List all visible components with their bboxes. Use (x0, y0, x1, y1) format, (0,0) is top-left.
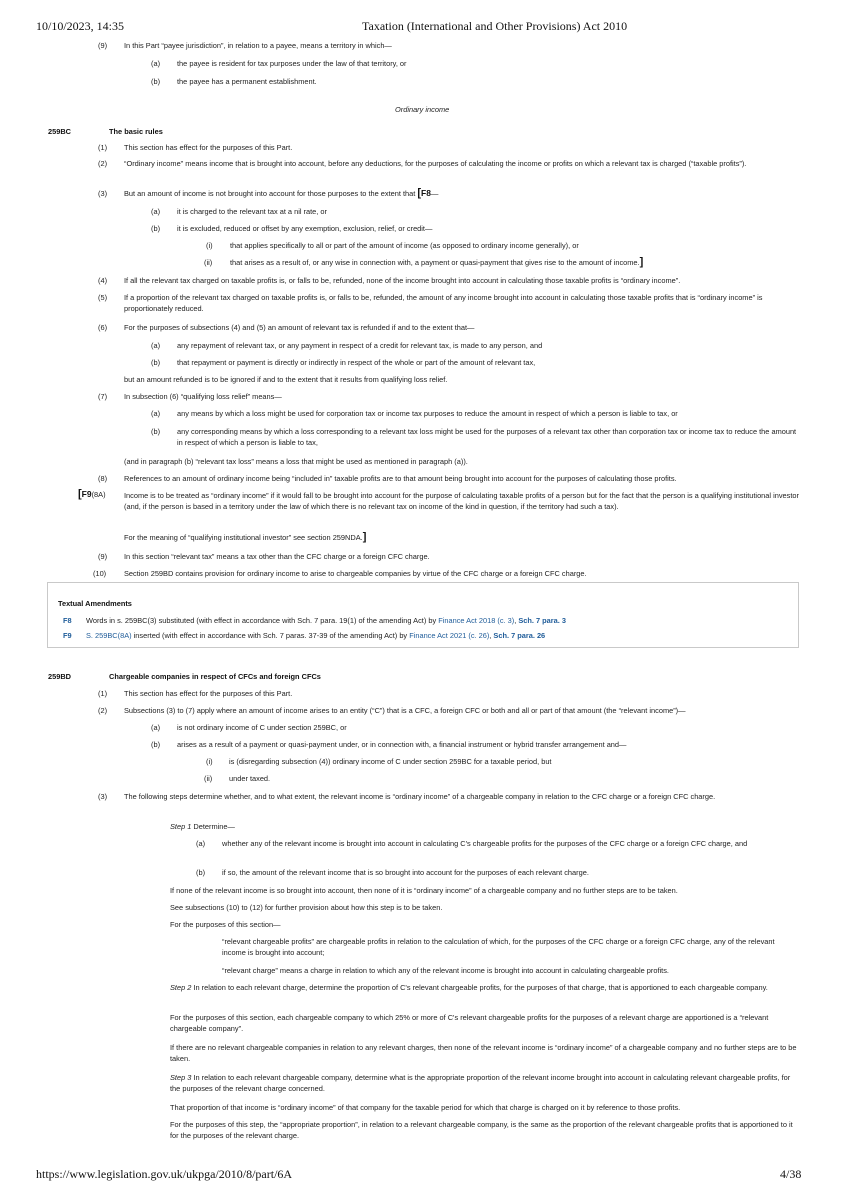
subparagraph-text: is (disregarding subsection (4)) ordinary income of C under section 259BC for a taxable period, but (229, 757, 552, 766)
subsection-number: (9) (98, 552, 108, 561)
subsection-text (124, 188, 438, 199)
paragraph-text: any corresponding means by which a loss corresponding to a relevant tax loss might be used for the purposes of a relevant tax other than corporation tax or income tax to reduce the amount in respect of which a person is liable to tax, (177, 427, 797, 447)
subparagraph-number: (ii) (204, 774, 213, 783)
paragraph-number: (a) (151, 409, 161, 418)
amendment-text (86, 615, 566, 626)
paragraph-text: it is charged to the relevant tax at a nil rate, or (177, 207, 327, 216)
subsection-number: (8) (98, 474, 108, 483)
step-text: For the purposes of this step, the “appropriate proportion”, in relation to a relevant chargeable company, is the same as the proportion of the relevant chargeable profits that is apportioned to it for the purposes of the relevant charge. (170, 1120, 793, 1140)
subsection-text: “Ordinary income” means income that is brought into account, before any deductions, for the purposes of calculating the income or profits on which a relevant tax is charged (“taxable profits”). (124, 159, 747, 168)
amendment-marker-f8[interactable]: F8 (421, 188, 431, 198)
subsection-number: (1) (98, 143, 108, 152)
print-datetime: 10/10/2023, 14:35 (36, 19, 125, 33)
paragraph-number: (b) (151, 427, 161, 436)
document-title: Taxation (International and Other Provisions) Act 2010 (362, 19, 628, 33)
paragraph-number: (b) (151, 358, 161, 367)
step-body: In relation to each relevant chargeable company, determine what is the appropriate proportion of the relevant income brought into account in calculating relevant chargeable profits, for the purposes of the relevant charge concerned. (170, 1073, 791, 1093)
paragraph-number: (b) (151, 224, 161, 233)
subsection-number: (8A) (91, 490, 106, 499)
amendment-text (86, 630, 545, 641)
paragraph-number: (a) (196, 839, 206, 848)
subsection-text: In this section “relevant tax” means a tax other than the CFC charge or a foreign CFC charge. (124, 552, 430, 561)
section-number: 259BC (48, 127, 72, 136)
amendment-code[interactable]: F8 (63, 616, 72, 625)
subsection-text: Income is to be treated as “ordinary income” if it would fall to be brought into account for the purpose of calculating taxable profits of a person but for the fact that the person is a qualifying institutional investor (and, if the person is based in a territory under the law of which there is no relevant tax on income of the kind in question, if the territory had such a tax). (124, 491, 799, 511)
amendment-separator: , (489, 631, 494, 640)
paragraph-number: (a) (151, 723, 161, 732)
subsection-number: (2) (98, 706, 108, 715)
amendment-description: Words in s. 259BC(3) substituted (with effect in accordance with Sch. 7 para. 19(1) of the amending Act) by (86, 616, 439, 625)
subparagraph-text (230, 257, 643, 268)
amendment-ref-link[interactable]: Sch. 7 para. 26 (493, 631, 546, 640)
amendment-open-bracket: [ (78, 488, 82, 500)
step-text (170, 1072, 800, 1094)
subsection-number: (3) (98, 189, 108, 198)
subsection-continuation: (and in paragraph (b) “relevant tax loss” means a loss that might be used as mentioned in paragraph (a)). (124, 457, 468, 466)
definition-text: “relevant chargeable profits” are chargeable profits in relation to the calculation of which, for the purposes of the CFC charge or a foreign CFC charge, any of the relevant income is brought into account; (222, 937, 775, 957)
subparagraph-text-body: that arises as a result of, or any wise in connection with, a payment or quasi-payment that gives rise to the amount of income. (230, 258, 640, 267)
subsection-text: Subsections (3) to (7) apply where an amount of income arises to an entity (“C”) that is a CFC, a foreign CFC or both and all or part of that amount (the “relevant income”)— (124, 706, 686, 715)
paragraph-text: it is excluded, reduced or offset by any exemption, exclusion, relief, or credit— (177, 224, 433, 233)
subparagraph-number: (ii) (204, 258, 213, 267)
step-text: For the purposes of this section— (170, 920, 281, 929)
paragraph-number: (b) (196, 868, 206, 877)
page-url: https://www.legislation.gov.uk/ukpga/2010/8/part/6A (36, 1167, 293, 1181)
subsection-text: Section 259BD contains provision for ordinary income to arise to chargeable companies by virtue of the CFC charge or a foreign CFC charge. (124, 569, 587, 578)
subsection-number: (2) (98, 159, 108, 168)
step-body: In relation to each relevant charge, determine the proportion of C's relevant chargeable profits, for the purposes of that charge, that is apportioned to each chargeable company. (191, 983, 768, 992)
amendment-description: inserted (with effect in accordance with Sch. 7 paras. 37-39 of the amending Act) by (131, 631, 410, 640)
paragraph-text: the payee has a permanent establishment. (177, 77, 317, 86)
step-label: Step 3 (170, 1073, 192, 1082)
subsection-number: (10) (93, 569, 107, 578)
dash: — (430, 189, 439, 198)
amendment-marker-f9[interactable]: F9 (81, 489, 92, 499)
subsection-text: This section has effect for the purposes of this Part. (124, 689, 293, 698)
section-number: 259BD (48, 672, 72, 681)
amendment-act-link[interactable]: Finance Act 2021 (c. 26) (409, 631, 490, 640)
subsection-number: (3) (98, 792, 108, 801)
subsection-text-body: But an amount of income is not brought into account for those purposes to the extent that (124, 189, 416, 198)
amendment-separator: , (514, 616, 519, 625)
cross-heading: Ordinary income (395, 105, 450, 114)
textual-amendments-title: Textual Amendments (58, 599, 132, 608)
paragraph-number: (a) (151, 59, 161, 68)
subsection-number: (4) (98, 276, 108, 285)
paragraph-text: is not ordinary income of C under section 259BC, or (177, 723, 347, 732)
paragraph-number: (b) (151, 77, 161, 86)
paragraph-text: the payee is resident for tax purposes under the law of that territory, or (177, 59, 407, 68)
amendment-close-bracket: ] (639, 256, 644, 268)
paragraph-text: whether any of the relevant income is brought into account in calculating C's chargeable profits for the purposes of the CFC charge or a foreign CFC charge, and (222, 839, 748, 848)
amendment-provision-link[interactable]: S. 259BC(8A) (86, 631, 132, 640)
paragraph-number: (b) (151, 740, 161, 749)
amendment-inserted-marker (78, 489, 106, 500)
step-label: Step 1 (170, 822, 192, 831)
definition-text: “relevant charge” means a charge in relation to which any of the relevant income is brought into account in calculating chargeable profits. (222, 966, 669, 975)
section-heading: The basic rules (109, 127, 163, 136)
subsection-text: References to an amount of ordinary income being “included in” taxable profits are to that amount being brought into account for the purposes of calculating those profits. (124, 474, 677, 483)
subsection-number: (9) (98, 41, 108, 50)
subsection-text: The following steps determine whether, and to what extent, the relevant income is “ordinary income” of a chargeable company in relation to the CFC charge or a foreign CFC charge. (124, 792, 716, 801)
step-text (170, 821, 235, 832)
step-text: See subsections (10) to (12) for further provision about how this step is to be taken. (170, 903, 443, 912)
subsection-number: (7) (98, 392, 108, 401)
step-label: Step 2 (170, 983, 192, 992)
paragraph-text: any repayment of relevant tax, or any payment in respect of a credit for relevant tax, is made to any person, and (177, 341, 543, 350)
subsection-continuation: but an amount refunded is to be ignored if and to the extent that it results from qualifying loss relief. (124, 375, 448, 384)
subsection-text: In this Part “payee jurisdiction”, in relation to a payee, means a territory in which— (124, 41, 392, 50)
step-text: That proportion of that income is “ordinary income” of that company for the taxable period for which that charge is charged on it by reference to those profits. (170, 1103, 681, 1112)
step-text: If none of the relevant income is so brought into account, then none of it is “ordinary income” of a chargeable company and no further steps are to be taken. (170, 886, 678, 895)
subparagraph-text: that applies specifically to all or part of the amount of income (as opposed to ordinary income generally), or (230, 241, 579, 250)
step-text: If there are no relevant chargeable companies in relation to any relevant charges, then none of the relevant income is “ordinary income” of a chargeable company and no further steps are to be taken. (170, 1043, 797, 1063)
paragraph-text: if so, the amount of the relevant income that is so brought into account for the purposes of each relevant charge. (222, 868, 589, 877)
paragraph-text: arises as a result of a payment or quasi-payment under, or in connection with, a financial instrument or hybrid transfer arrangement and— (177, 740, 627, 749)
subsection-text: For the purposes of subsections (4) and (5) an amount of relevant tax is refunded if and to the extent that— (124, 323, 475, 332)
amendment-ref-link[interactable]: Sch. 7 para. 3 (518, 616, 566, 625)
subsection-text: If all the relevant tax charged on taxable profits is, or falls to be, refunded, none of the income brought into account in calculating those taxable profits is “ordinary income”. (124, 276, 681, 285)
subsection-text: In subsection (6) “qualifying loss relief” means— (124, 392, 282, 401)
paragraph-text: that repayment or payment is directly or indirectly in respect of the whole or part of the amount of relevant tax, (177, 358, 536, 367)
subparagraph-number: (i) (206, 241, 213, 250)
step-text: For the purposes of this section, each chargeable company to which 25% or more of C's relevant chargeable profits for the purposes of a relevant charge are apportioned is a “relevant chargeable company”. (170, 1013, 769, 1033)
amendment-act-link[interactable]: Finance Act 2018 (c. 3) (438, 616, 515, 625)
subsection-text: This section has effect for the purposes of this Part. (124, 143, 293, 152)
amendment-open-bracket: [ (417, 187, 422, 199)
subsection-number: (5) (98, 293, 108, 302)
paragraph-number: (a) (151, 207, 161, 216)
subsection-continuation (124, 532, 366, 543)
subparagraph-number: (i) (206, 757, 213, 766)
subsection-continuation-body: For the meaning of “qualifying institutional investor” see section 259NDA. (124, 533, 363, 542)
subsection-number: (6) (98, 323, 108, 332)
paragraph-number: (a) (151, 341, 161, 350)
amendment-code[interactable]: F9 (63, 631, 72, 640)
page-number: 4/38 (780, 1167, 802, 1181)
subparagraph-text: under taxed. (229, 774, 271, 783)
amendment-close-bracket: ] (362, 531, 367, 543)
subsection-number: (1) (98, 689, 108, 698)
section-heading: Chargeable companies in respect of CFCs and foreign CFCs (109, 672, 321, 681)
step-text (170, 982, 800, 993)
step-body: Determine— (191, 822, 235, 831)
subsection-text: If a proportion of the relevant tax charged on taxable profits is, or falls to be, refunded, the amount of any income brought into account in calculating those taxable profits that is “ordinary income” is proportionately reduced. (124, 293, 763, 313)
paragraph-text: any means by which a loss might be used for corporation tax or income tax purposes to reduce the amount in respect of which a person is liable to tax, or (177, 409, 678, 418)
